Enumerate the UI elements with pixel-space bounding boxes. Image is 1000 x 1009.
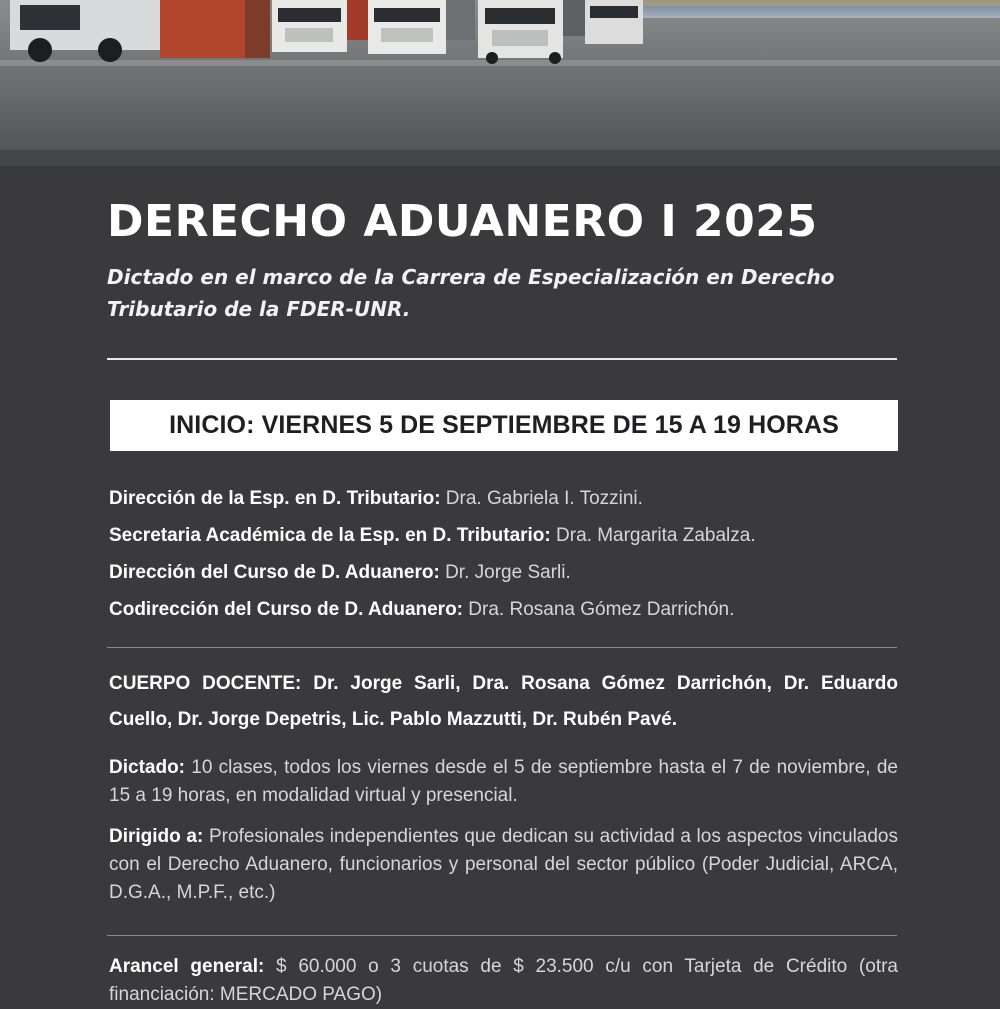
divider-white xyxy=(107,358,897,360)
truck-3 xyxy=(368,0,446,54)
page-title: DERECHO ADUANERO I 2025 xyxy=(107,196,818,247)
dictado-value: 10 clases, todos los viernes desde el 5 de septiembre hasta el 7 de noviembre, de 15 a 19 horas, en modalidad virtual y presencial. xyxy=(109,757,898,806)
role-label: Codirección del Curso de D. Aduanero: xyxy=(109,599,464,620)
role-value: Dra. Rosana Gómez Darrichón. xyxy=(463,599,735,620)
truck-4 xyxy=(478,0,563,64)
role-row-direccion-curso xyxy=(109,558,909,595)
dictado-paragraph xyxy=(109,754,898,810)
arancel-label: Arancel general: xyxy=(109,956,265,977)
roles-list xyxy=(109,484,909,632)
role-value: Dra. Gabriela I. Tozzini. xyxy=(440,488,643,509)
role-row-secretaria xyxy=(109,521,909,558)
flyer-content xyxy=(0,166,1000,1005)
role-label: Dirección de la Esp. en D. Tributario: xyxy=(109,488,441,509)
dirigido-label: Dirigido a: xyxy=(109,826,204,847)
truck-5 xyxy=(585,0,643,44)
divider-thin xyxy=(107,935,897,936)
arancel-paragraph xyxy=(109,953,898,1009)
role-value: Dra. Margarita Zabalza. xyxy=(550,525,756,546)
dictado-label: Dictado: xyxy=(109,757,185,778)
divider-thin xyxy=(107,647,897,648)
faculty-list: CUERPO DOCENTE: Dr. Jorge Sarli, Dra. Rosana Gómez Darrichón, Dr. Eduardo Cuello, Dr. Jorge Depetris, Lic. Pablo Mazzutti, Dr. Rubén Pavé. xyxy=(109,673,898,730)
role-row-codireccion xyxy=(109,595,909,632)
truck-2 xyxy=(272,0,347,52)
role-label: Secretaria Académica de la Esp. en D. Tributario: xyxy=(109,525,551,546)
hero-photo-trucks-illustration xyxy=(0,0,1000,166)
hero-photo-trucks xyxy=(0,0,1000,166)
dirigido-value: Profesionales independientes que dedican su actividad a los aspectos vinculados con el Derecho Aduanero, funcionarios y personal del sector público (Poder Judicial, ARCA, D.G.A., M.P.F., etc.) xyxy=(109,826,898,903)
start-date-text: INICIO: VIERNES 5 DE SEPTIEMBRE DE 15 A 19 HORAS xyxy=(169,411,839,439)
dirigido-paragraph xyxy=(109,823,898,907)
arancel-value: $ 60.000 o 3 cuotas de $ 23.500 c/u con Tarjeta de Crédito (otra financiación: MERCADO PAGO) xyxy=(109,956,898,1005)
role-label: Dirección del Curso de D. Aduanero: xyxy=(109,562,440,583)
role-value: Dr. Jorge Sarli. xyxy=(439,562,571,583)
role-row-direccion-esp xyxy=(109,484,909,521)
page-subtitle: Dictado en el marco de la Carrera de Especialización en Derecho Tributario de la FDER-UNR. xyxy=(107,265,835,321)
start-date-banner xyxy=(110,400,898,451)
